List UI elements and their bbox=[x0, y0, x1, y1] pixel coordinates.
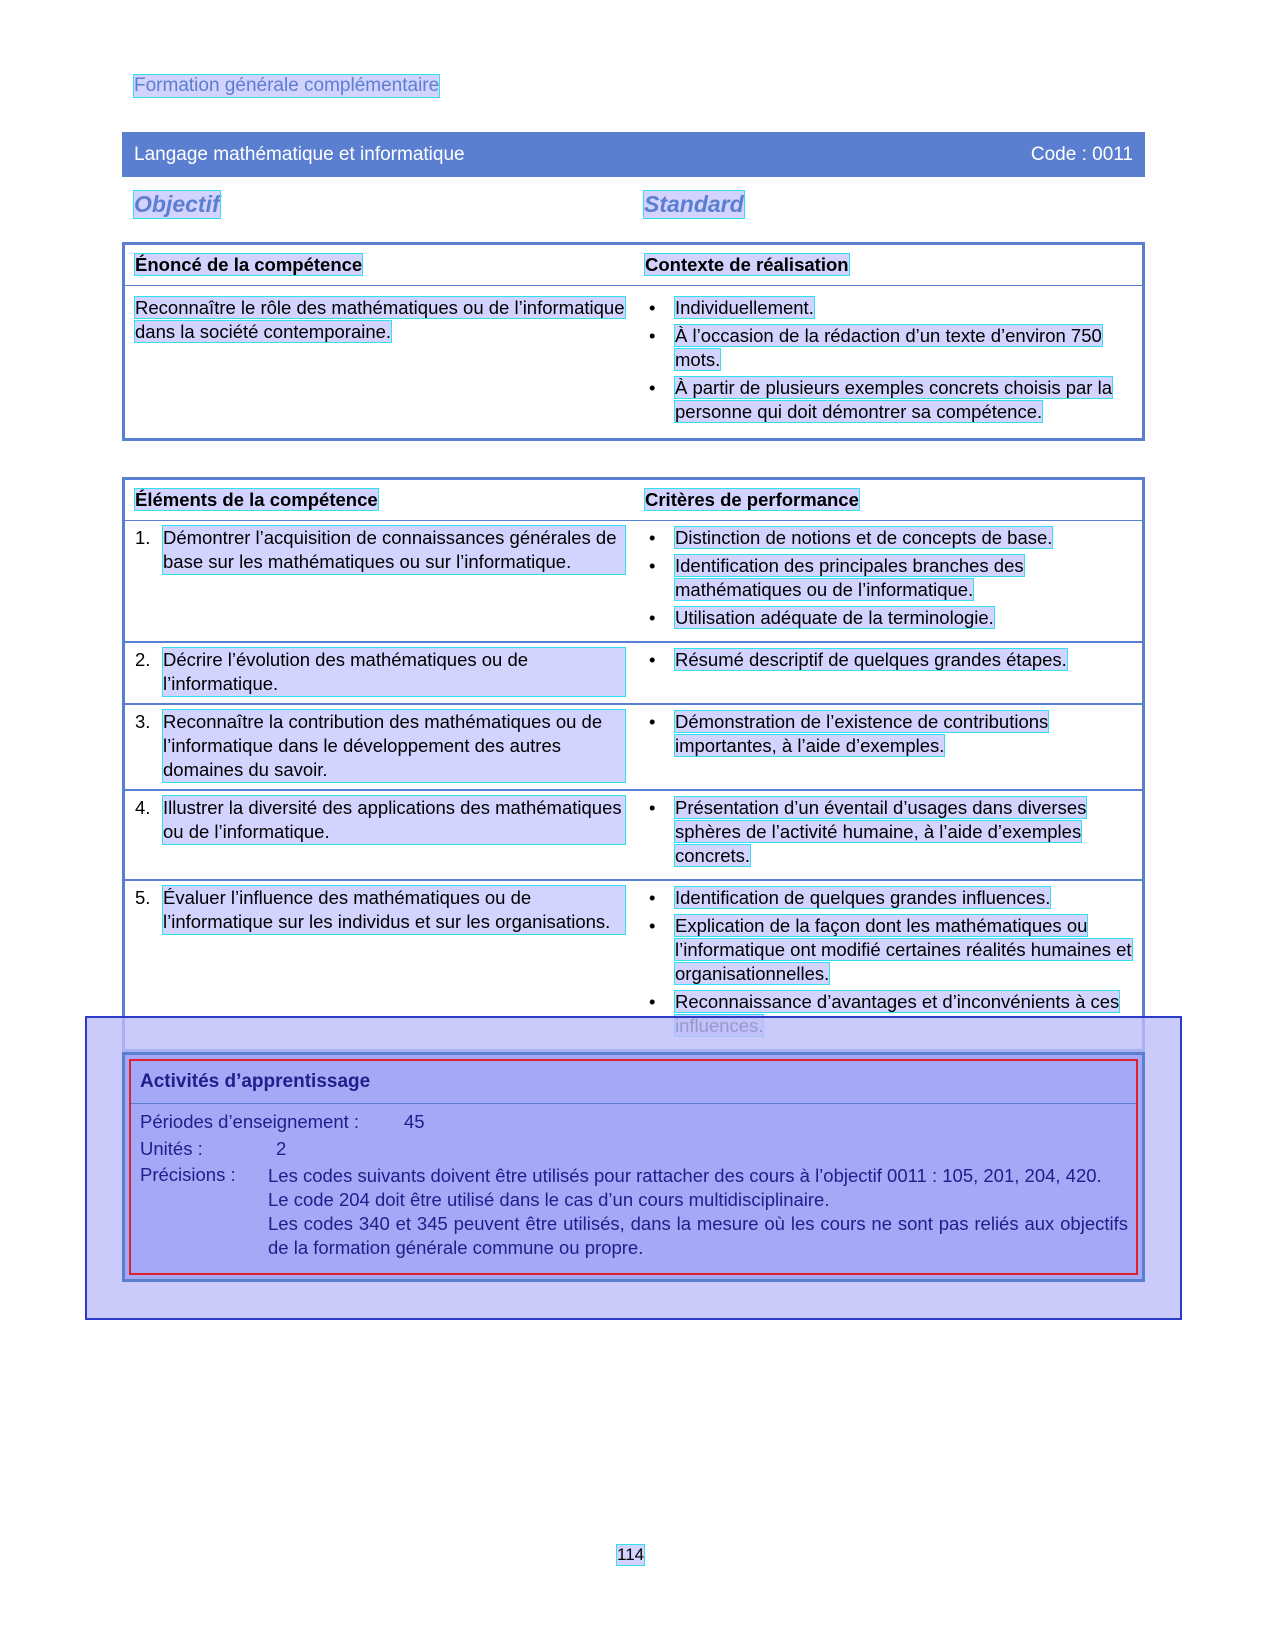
element-text: Illustrer la diversité des applications des mathématiques ou de l’informatique. bbox=[163, 796, 625, 844]
standard-heading: Standard bbox=[644, 191, 744, 217]
list-item: • Résumé descriptif de quelques grandes étapes. bbox=[645, 648, 1132, 672]
precisions-label: Précisions : bbox=[140, 1164, 236, 1185]
objectif-heading: Objectif bbox=[134, 191, 220, 217]
activities-box bbox=[122, 1052, 1145, 1282]
precision-line: Le code 204 doit être utilisé dans le cas d’un cours multidisciplinaire. bbox=[268, 1189, 830, 1210]
table-row bbox=[124, 790, 1144, 880]
context-header: Contexte de réalisation bbox=[645, 254, 849, 275]
units-label: Unités : bbox=[140, 1138, 203, 1159]
units-value: 2 bbox=[276, 1138, 287, 1159]
element-text: Décrire l’évolution des mathématiques ou de l’informatique. bbox=[163, 648, 625, 696]
precision-line: Les codes suivants doivent être utilisés pour rattacher des cours à l’objectif 0011 : 105, 201, 204, 420. bbox=[268, 1165, 1102, 1186]
precisions-text bbox=[268, 1164, 1128, 1260]
list-item: • Démonstration de l’existence de contributions importantes, à l’aide d’exemples. bbox=[645, 710, 1132, 758]
list-item: • Explication de la façon dont les mathématiques ou l’informatique ont modifié certaines réalités humaines et organisationnelles. bbox=[645, 914, 1132, 986]
elements-header: Éléments de la compétence bbox=[135, 489, 378, 510]
table-row bbox=[124, 704, 1144, 790]
competence-statement: Reconnaître le rôle des mathématiques ou de l’informatique dans la société contemporaine. bbox=[135, 297, 625, 342]
list-item: • Reconnaissance d’avantages et d’inconvénients à ces bbox=[645, 990, 1132, 1038]
context-list bbox=[645, 296, 1132, 424]
course-name: Langage mathématique et informatique bbox=[134, 144, 465, 165]
course-code: Code : 0011 bbox=[1030, 144, 1133, 165]
element-number: 5. bbox=[135, 887, 151, 908]
divider bbox=[131, 1103, 1136, 1104]
section-heads bbox=[134, 191, 1134, 221]
precision-line: Les codes 340 et 345 peuvent être utilisés, dans la mesure où les cours ne sont pas reliés aux objectifs de la formation générale commune ou propre. bbox=[268, 1213, 1128, 1258]
list-item: • Utilisation adéquate de la terminologie. bbox=[645, 606, 1132, 630]
criteria-list bbox=[645, 526, 1132, 630]
activities-selection bbox=[129, 1059, 1138, 1275]
periods-value: 45 bbox=[404, 1111, 425, 1132]
activities-title: Activités d’apprentissage bbox=[140, 1071, 371, 1092]
element-text: Reconnaître la contribution des mathématiques ou de l’informatique dans le développement des autres domaines du savoir. bbox=[163, 710, 625, 782]
criteria-list bbox=[645, 710, 1132, 758]
list-item: • À l’occasion de la rédaction d’un texte d’environ 750 mots. bbox=[645, 324, 1132, 372]
page-number: 114 bbox=[617, 1545, 645, 1564]
list-item: • Identification de quelques grandes influences. bbox=[645, 886, 1132, 910]
element-text: Démontrer l’acquisition de connaissances générales de base sur les mathématiques ou sur l’informatique. bbox=[163, 526, 625, 574]
element-number: 4. bbox=[135, 797, 151, 818]
list-item: • Individuellement. bbox=[645, 296, 1132, 320]
criteria-header: Critères de performance bbox=[645, 489, 859, 510]
periods-row bbox=[140, 1111, 425, 1133]
table-row bbox=[124, 521, 1144, 643]
element-text: Évaluer l’influence des mathématiques ou de l’informatique sur les individus et sur les organisations. bbox=[163, 886, 625, 934]
periods-label: Périodes d’enseignement : bbox=[140, 1111, 360, 1132]
criteria-list bbox=[645, 796, 1132, 868]
criteria-list bbox=[645, 648, 1132, 672]
list-item: • Distinction de notions et de concepts de base. bbox=[645, 526, 1132, 550]
element-number: 2. bbox=[135, 649, 151, 670]
element-number: 3. bbox=[135, 711, 151, 732]
units-row bbox=[140, 1138, 287, 1160]
element-number: 1. bbox=[135, 527, 151, 548]
running-header: Formation générale complémentaire bbox=[134, 75, 440, 96]
competence-table bbox=[122, 242, 1145, 441]
table-row bbox=[124, 642, 1144, 704]
elements-table bbox=[122, 477, 1145, 1052]
list-item: • À partir de plusieurs exemples concrets choisis par la personne qui doit démontrer sa compétence. bbox=[645, 376, 1132, 424]
list-item: • Identification des principales branches des mathématiques ou de l’informatique. bbox=[645, 554, 1132, 602]
competence-statement-header: Énoncé de la compétence bbox=[135, 254, 363, 275]
course-title-bar bbox=[122, 132, 1145, 177]
list-item: • Présentation d’un éventail d’usages dans diverses sphères de l’activité humaine, à l’aide d’exemples concrets. bbox=[645, 796, 1132, 868]
